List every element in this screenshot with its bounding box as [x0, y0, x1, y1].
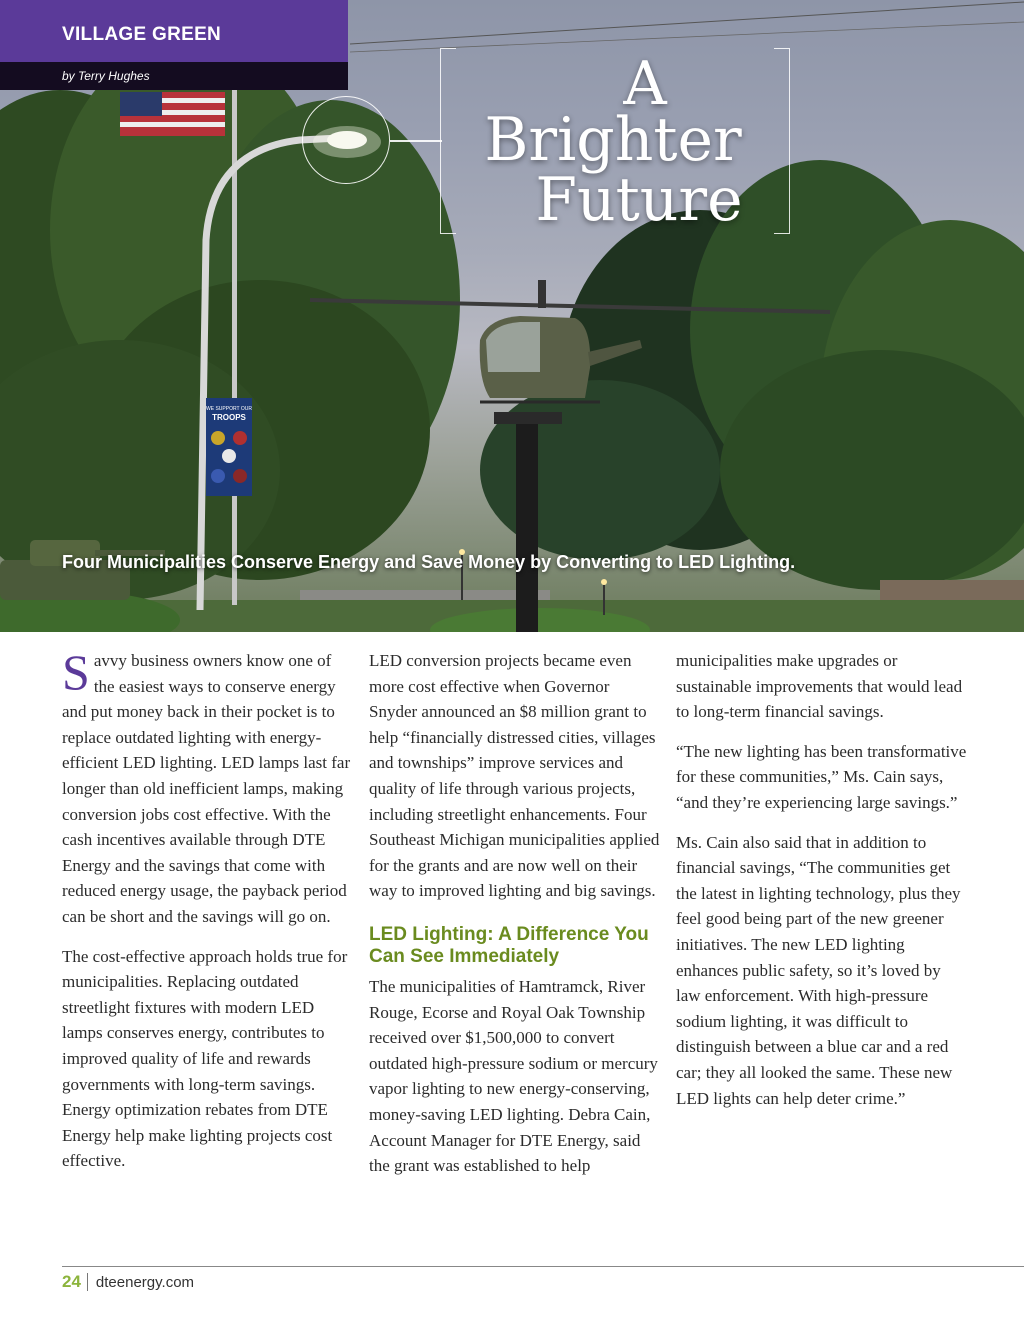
- svg-text:WE SUPPORT OUR: WE SUPPORT OUR: [206, 406, 252, 412]
- troops-banner: [206, 398, 252, 496]
- lamp-callout-line: [390, 140, 442, 142]
- footer-site: dteenergy.com: [95, 1273, 195, 1291]
- lamp-highlight-circle: [302, 96, 390, 184]
- paragraph-text: avvy business owners know one of the easiest ways to conserve energy and put money back in their pocket is to replace outdated lighting with energy-efficient LED lighting. LED lamps last far longer than old inefficient lamps, making conversion jobs cost effective. With the cash incentives available through DTE Energy and the savings that come with reduced energy usage, the payback period can be short and the savings will go on.: [62, 651, 351, 926]
- paragraph: “The new lighting has been transformative for these communities,” Ms. Cain says, “and they’re experiencing large savings.”: [676, 741, 967, 812]
- paragraph: The cost-effective approach holds true for municipalities. Replacing outdated streetlight fixtures with modern LED lamps conserves energy, contributes to improved quality of life and rewards governments with long-term savings. Energy optimization rebates from DTE Energy help make lighting projects cost effective.: [62, 946, 348, 1171]
- column-3: [676, 648, 968, 1125]
- title-line-1: A: [623, 49, 667, 119]
- paragraph: municipalities make upgrades or sustainable improvements that would lead to long-term financial savings.: [676, 651, 963, 722]
- article-subhead: Four Municipalities Conserve Energy and Save Money by Converting to LED Lighting.: [62, 552, 796, 572]
- section-heading: LED Lighting: A Difference You Can See Immediately: [369, 923, 649, 967]
- article-title: [440, 48, 790, 234]
- page-footer: [62, 1272, 194, 1292]
- byline: by Terry Hughes: [0, 62, 348, 90]
- paragraph: LED conversion projects became even more cost effective when Governor Snyder announced an $8 million grant to help “financially distressed cities, villages and townships” improve services and quality of life through various projects, including streetlight enhancements. Four Southeast Michigan municipalities applied for the grants and are now well on their way to improved lighting and big savings.: [369, 651, 660, 901]
- title-line-3: Future: [535, 165, 743, 235]
- section-tag: VILLAGE GREEN: [0, 0, 348, 62]
- footer-separator: [87, 1273, 88, 1291]
- drop-cap: S: [62, 644, 90, 700]
- svg-text:TROOPS: TROOPS: [212, 413, 246, 422]
- paragraph: Ms. Cain also said that in addition to financial savings, “The communities get the latest in lighting technology, plus they feel good being part of the new greener initiatives. The new LED lighting enhances public safety, so it’s loved by law enforcement. With high-pressure sodium lighting, it was difficult to distinguish between a blue car and a red car; they all looked the same. These new LED lights can help deter crime.”: [676, 832, 961, 1108]
- hero-photo: [0, 0, 1024, 632]
- column-1: [62, 644, 354, 1188]
- paragraph: The municipalities of Hamtramck, River Rouge, Ecorse and Royal Oak Township received over $1,500,000 to convert outdated high-pressure sodium or mercury vapor lighting to new energy-conserving, money-saving LED lighting. Debra Cain, Account Manager for DTE Energy, said the grant was established to help: [369, 976, 658, 1176]
- paragraph: [62, 644, 354, 930]
- footer-rule: [62, 1266, 1024, 1267]
- column-2: [369, 648, 661, 1193]
- trees-left: [0, 40, 460, 600]
- american-flag: [120, 92, 225, 136]
- page-number: 24: [62, 1272, 81, 1291]
- title-line-2: Brighter: [484, 105, 742, 175]
